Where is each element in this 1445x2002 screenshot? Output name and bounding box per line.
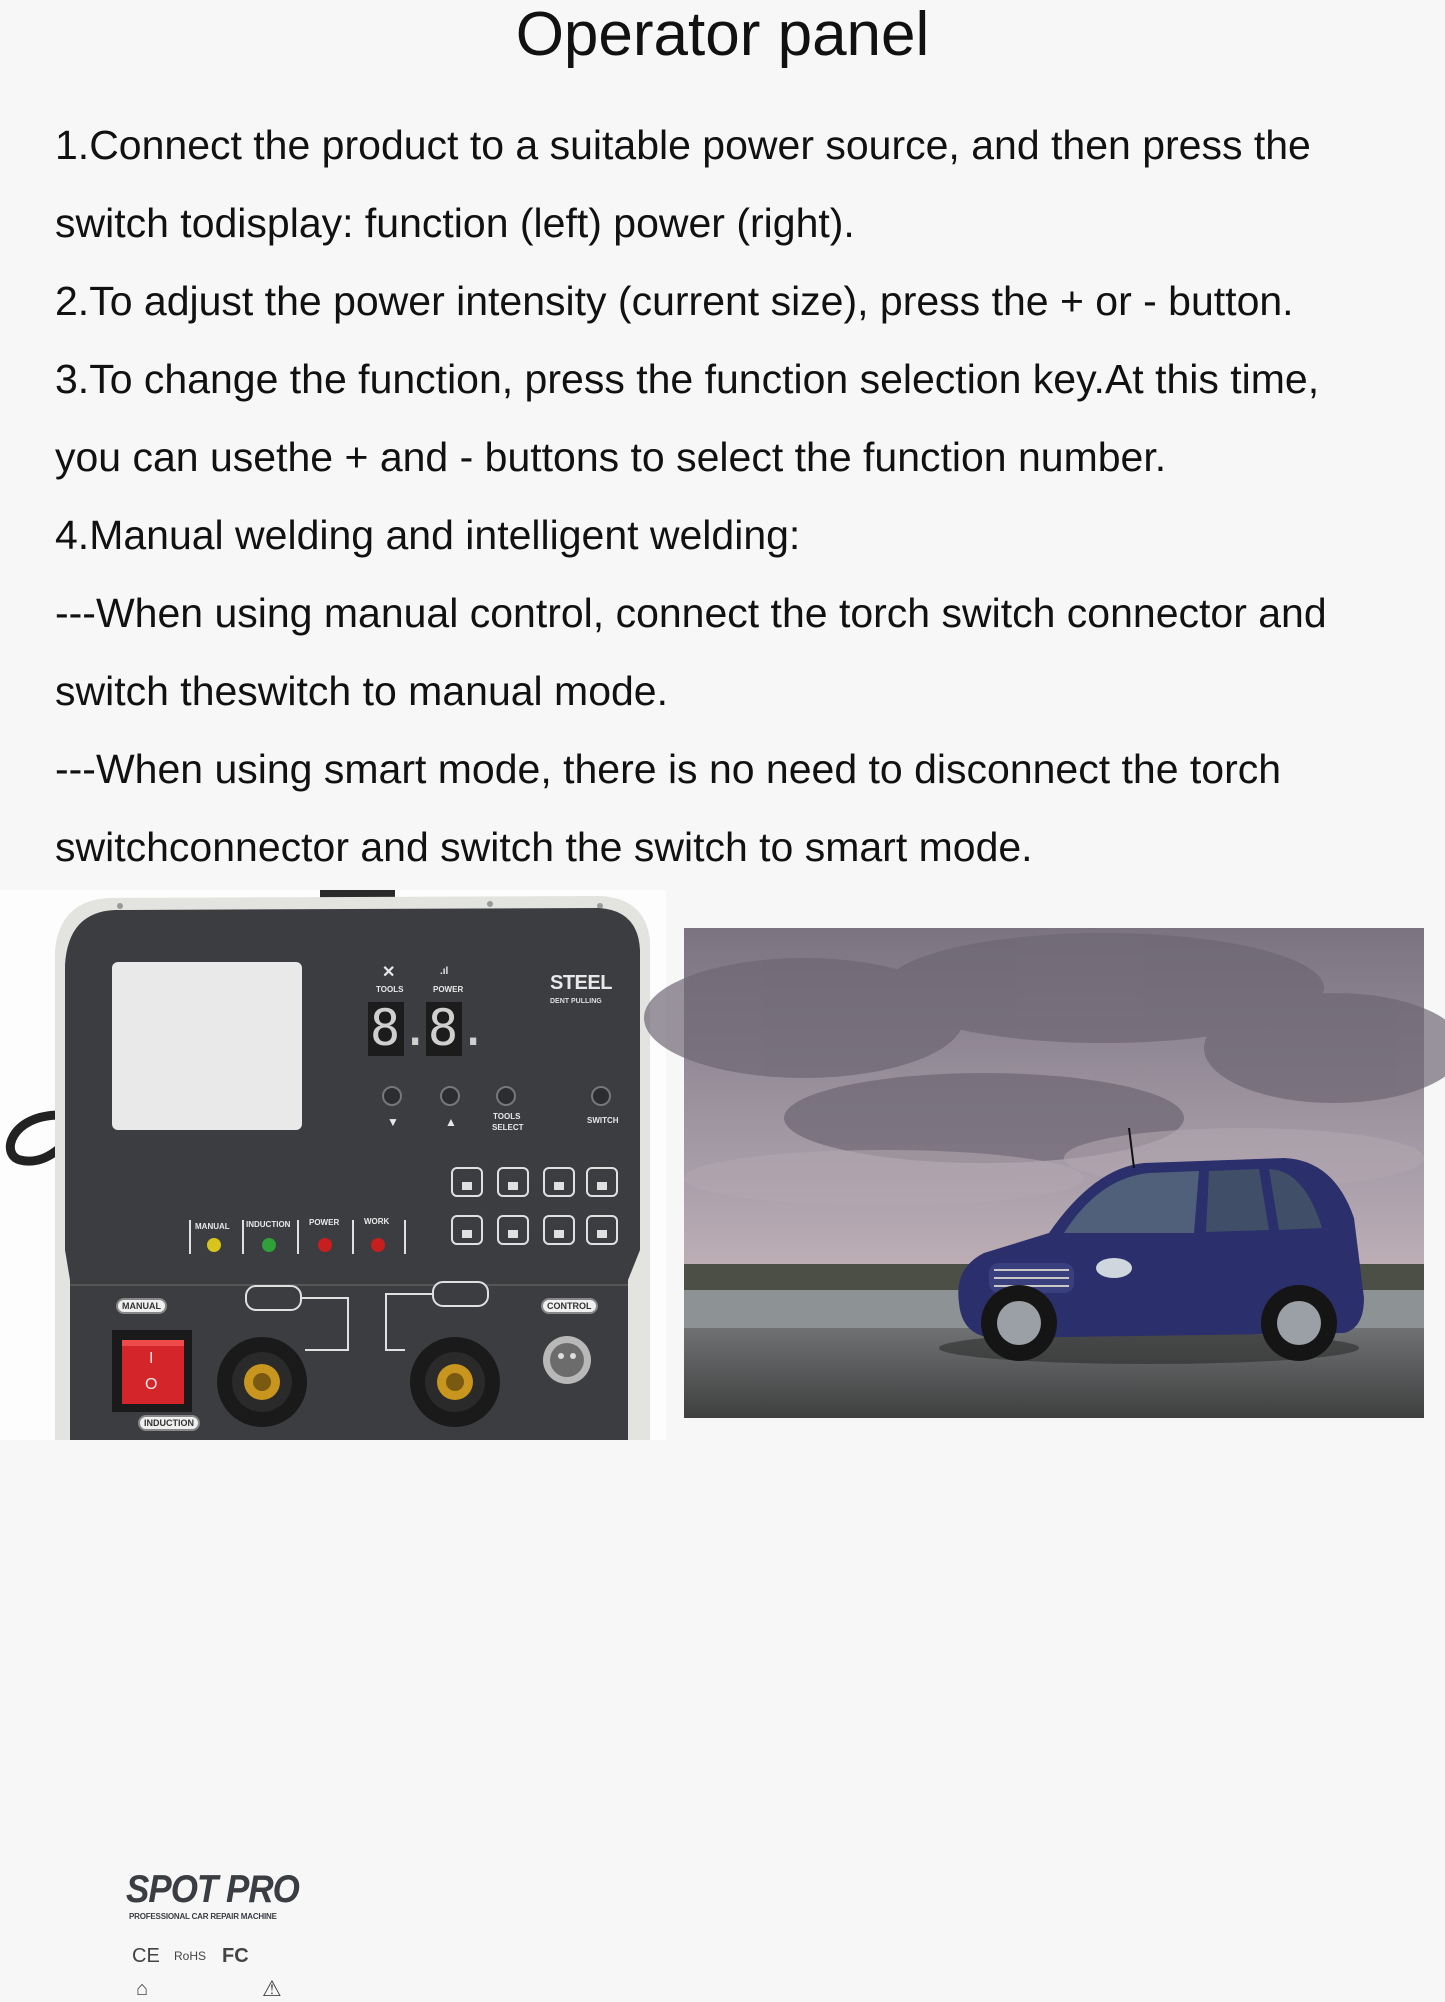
switch-button-label[interactable]: SWITCH [587, 1116, 619, 1125]
rocker-off-label[interactable]: O [145, 1376, 158, 1393]
steel-label: STEEL [550, 972, 612, 994]
warning-icon: ⚠ [262, 1976, 282, 2001]
tools-icon: ✕ [382, 964, 396, 981]
instruction-line: ---When using manual control, connect the torch switch connector and [55, 590, 1327, 636]
induction-indicator-label: INDUCTION [246, 1220, 291, 1229]
brand-logo: SPOT PRO [126, 1868, 299, 1911]
instruction-line: 1.Connect the product to a suitable power source, and then press the [55, 122, 1311, 168]
instruction-line: switch theswitch to manual mode. [55, 668, 668, 714]
brand-tagline: PROFESSIONAL CAR REPAIR MACHINE [129, 1912, 277, 1921]
instruction-line: switchconnector and switch the switch to smart mode. [55, 824, 1033, 870]
instruction-line: switch todisplay: function (left) power (right). [55, 200, 855, 246]
down-button-label[interactable]: ▼ [387, 1115, 399, 1129]
tools-select-label-2[interactable]: SELECT [492, 1123, 524, 1132]
dent-pulling-label: DENT PULLING [550, 998, 602, 1005]
ce-mark: CE [132, 1945, 160, 1967]
control-panel-label: CONTROL [541, 1298, 598, 1314]
instruction-list [55, 106, 1445, 886]
instruction-line: 2.To adjust the power intensity (current size), press the + or - button. [55, 278, 1294, 324]
manual-indicator-label: MANUAL [195, 1222, 230, 1231]
instruction-line: 3.To change the function, press the function selection key.At this time, [55, 356, 1320, 402]
power-display: 8. [428, 999, 489, 1057]
instruction-line: 4.Manual welding and intelligent welding: [55, 512, 801, 558]
power-level-icon: .ıl [440, 966, 449, 977]
up-button-label[interactable]: ▲ [445, 1115, 457, 1129]
home-icon: ⌂ [136, 1978, 149, 2000]
car-photo [684, 928, 1424, 1418]
work-indicator-label: WORK [364, 1217, 390, 1226]
page-title: Operator panel [515, 0, 930, 69]
tools-select-label[interactable]: TOOLS [493, 1112, 521, 1121]
rohs-mark: RoHS [174, 1949, 207, 1963]
car-scene-illustration [684, 928, 1424, 1418]
power-display-label: POWER [433, 985, 464, 994]
instruction-line: you can usethe + and - buttons to select the function number. [55, 434, 1167, 480]
power-indicator-label: POWER [309, 1218, 340, 1227]
manual-panel-label: MANUAL [116, 1298, 167, 1314]
fcc-mark: FC [222, 1945, 249, 1967]
tools-display-label: TOOLS [376, 985, 404, 994]
rocker-on-label[interactable]: I [149, 1350, 154, 1367]
induction-panel-label: INDUCTION [138, 1415, 200, 1431]
instruction-line: ---When using smart mode, there is no need to disconnect the torch [55, 746, 1282, 792]
function-display: 8. [370, 999, 431, 1057]
